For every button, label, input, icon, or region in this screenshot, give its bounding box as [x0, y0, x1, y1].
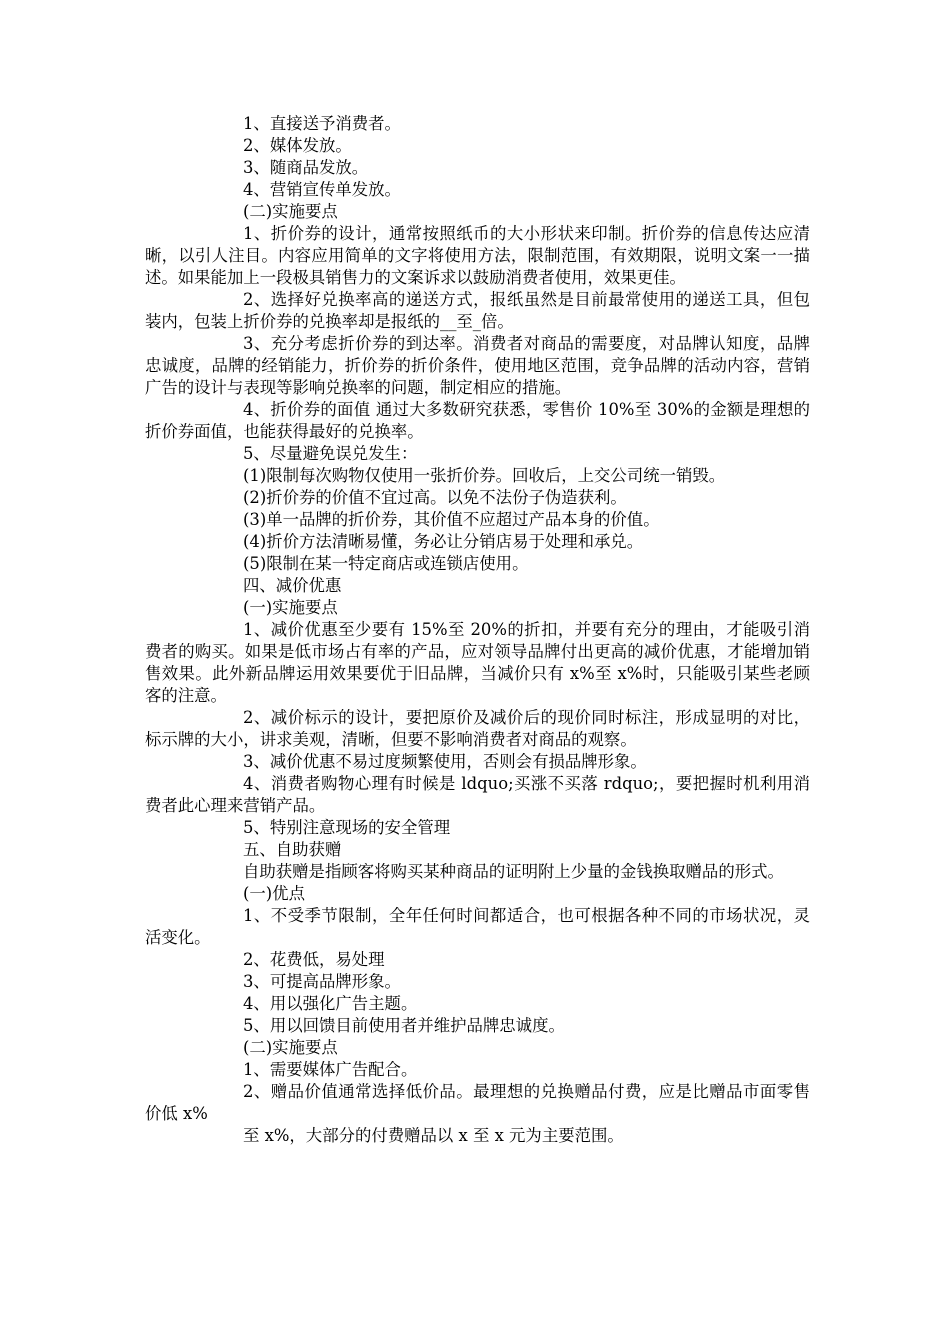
list-item: (2)折价券的价值不宜过高。以免不法份子伪造获利。	[243, 488, 627, 507]
paragraph: 3、充分考虑折价券的到达率。消费者对商品的需要度，对品牌认知度，品牌忠诚度，品牌的经销能力，折价券的折价条件，使用地区范围，竞争品牌的活动内容，营销广告的设计与表现等影响兑换率的问题，制定相应的措施。	[145, 334, 810, 397]
paragraph: 4、折价券的面值 通过大多数研究获悉，零售价 10%至 30%的金额是理想的折价券面值，也能获得最好的兑换率。	[145, 400, 810, 441]
paragraph: 4、营销宣传单发放。	[243, 180, 401, 199]
paragraph: 2、选择好兑换率高的递送方式，报纸虽然是目前最常使用的递送工具，但包装内，包装上折价券的兑换率却是报纸的__至_倍。	[145, 290, 810, 331]
paragraph: 4、用以强化广告主题。	[243, 994, 418, 1013]
section-heading: (二)实施要点	[243, 202, 338, 221]
section-heading: (二)实施要点	[243, 1038, 338, 1057]
section-heading: 五、自助获赠	[243, 840, 342, 859]
paragraph: 1、直接送予消费者。	[243, 114, 401, 133]
paragraph: 3、随商品发放。	[243, 158, 369, 177]
section-heading: (一)优点	[243, 884, 305, 903]
paragraph: 1、需要媒体广告配合。	[243, 1060, 418, 1079]
paragraph: 3、可提高品牌形象。	[243, 972, 401, 991]
paragraph: 2、花费低，易处理	[243, 950, 385, 969]
paragraph: 1、折价券的设计，通常按照纸币的大小形状来印制。折价券的信息传达应清晰，以引人注目。内容应用简单的文字将使用方法，限制范围，有效期限，说明文案一一描述。如果能加上一段极具销售力的文案诉求以鼓励消费者使用，效果更佳。	[145, 224, 810, 287]
section-heading: 四、减价优惠	[243, 576, 342, 595]
list-item: (1)限制每次购物仅使用一张折价券。回收后，上交公司统一销毁。	[243, 466, 726, 485]
list-item: (3)单一品牌的折价券，其价值不应超过产品本身的价值。	[243, 510, 660, 529]
paragraph: 1、减价优惠至少要有 15%至 20%的折扣，并要有充分的理由，才能吸引消费者的购买。如果是低市场占有率的产品，应对领导品牌付出更高的减价优惠，才能增加销售效果。此外新品牌运用效果要优于旧品牌，当减价只有 x%至 x%时，只能吸引某些老顾客的注意。	[145, 620, 810, 705]
document-body	[145, 113, 810, 1147]
paragraph: 自助获赠是指顾客将购买某种商品的证明附上少量的金钱换取赠品的形式。	[243, 862, 784, 881]
paragraph: 4、消费者购物心理有时候是 ldquo;买涨不买落 rdquo;，要把握时机利用消费者此心理来营销产品。	[145, 774, 810, 815]
paragraph: 1、不受季节限制，全年任何时间都适合，也可根据各种不同的市场状况，灵活变化。	[145, 906, 810, 947]
paragraph: 2、媒体发放。	[243, 136, 352, 155]
list-item: (4)折价方法清晰易懂，务必让分销店易于处理和承兑。	[243, 532, 644, 551]
section-heading: (一)实施要点	[243, 598, 338, 617]
paragraph: 5、特别注意现场的安全管理	[243, 818, 451, 837]
paragraph: 至 x%，大部分的付费赠品以 x 至 x 元为主要范围。	[243, 1126, 624, 1145]
paragraph: 5、用以回馈目前使用者并维护品牌忠诚度。	[243, 1016, 565, 1035]
paragraph: 2、减价标示的设计，要把原价及减价后的现价同时标注，形成显明的对比，标示牌的大小，讲求美观，清晰，但要不影响消费者对商品的观察。	[145, 708, 810, 749]
paragraph: 3、减价优惠不易过度频繁使用，否则会有损品牌形象。	[243, 752, 647, 771]
paragraph: 2、赠品价值通常选择低价品。最理想的兑换赠品付费，应是比赠品市面零售价低 x%	[145, 1082, 810, 1123]
paragraph: 5、尽量避免误兑发生：	[243, 444, 418, 463]
list-item: (5)限制在某一特定商店或连锁店使用。	[243, 554, 529, 573]
